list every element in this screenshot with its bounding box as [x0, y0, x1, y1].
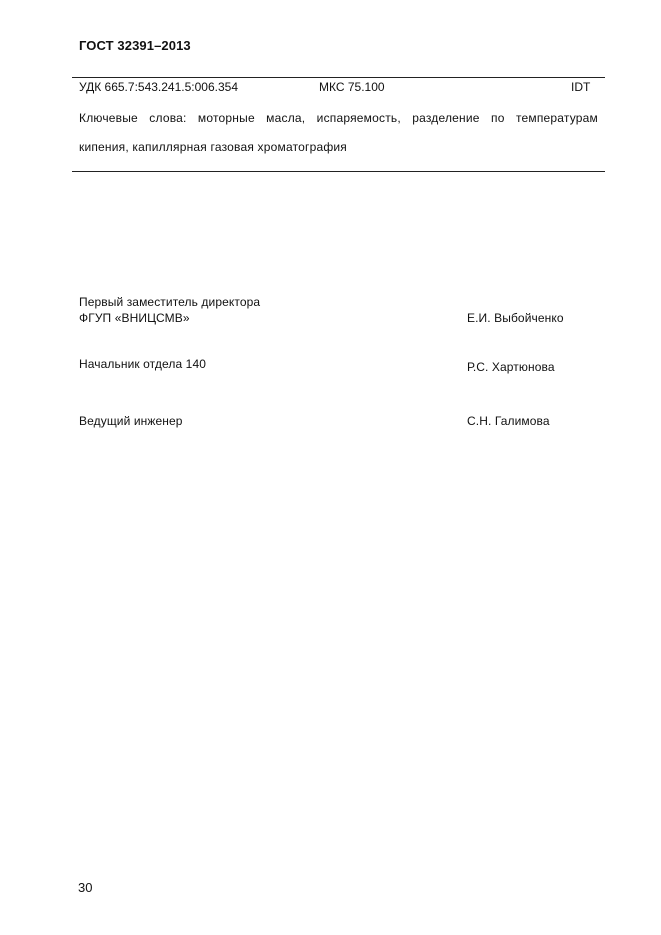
signatory-3-position: Ведущий инженер — [79, 414, 183, 428]
page-number: 30 — [78, 880, 93, 895]
signatory-1-name: Е.И. Выбойченко — [467, 311, 564, 325]
bottom-divider — [72, 171, 605, 172]
signatory-1-position: Первый заместитель директора — [79, 295, 261, 309]
mks-code: МКС 75.100 — [319, 80, 385, 94]
keywords-line-1: Ключевые слова: моторные масла, испаряемость, разделение по температурам — [79, 111, 598, 125]
keywords-line-2: кипения, капиллярная газовая хроматография — [79, 140, 347, 154]
signatory-3-name: С.Н. Галимова — [467, 414, 550, 428]
top-divider — [72, 77, 605, 78]
standard-title: ГОСТ 32391–2013 — [79, 38, 191, 53]
signatory-2-position: Начальник отдела 140 — [79, 357, 206, 371]
udk-code: УДК 665.7:543.241.5:006.354 — [79, 80, 238, 94]
idt-code: IDT — [571, 80, 591, 94]
signatory-1-organization: ФГУП «ВНИЦСМВ» — [79, 311, 190, 325]
keywords-block — [79, 104, 598, 162]
signatory-2-name: Р.С. Хартюнова — [467, 360, 555, 374]
